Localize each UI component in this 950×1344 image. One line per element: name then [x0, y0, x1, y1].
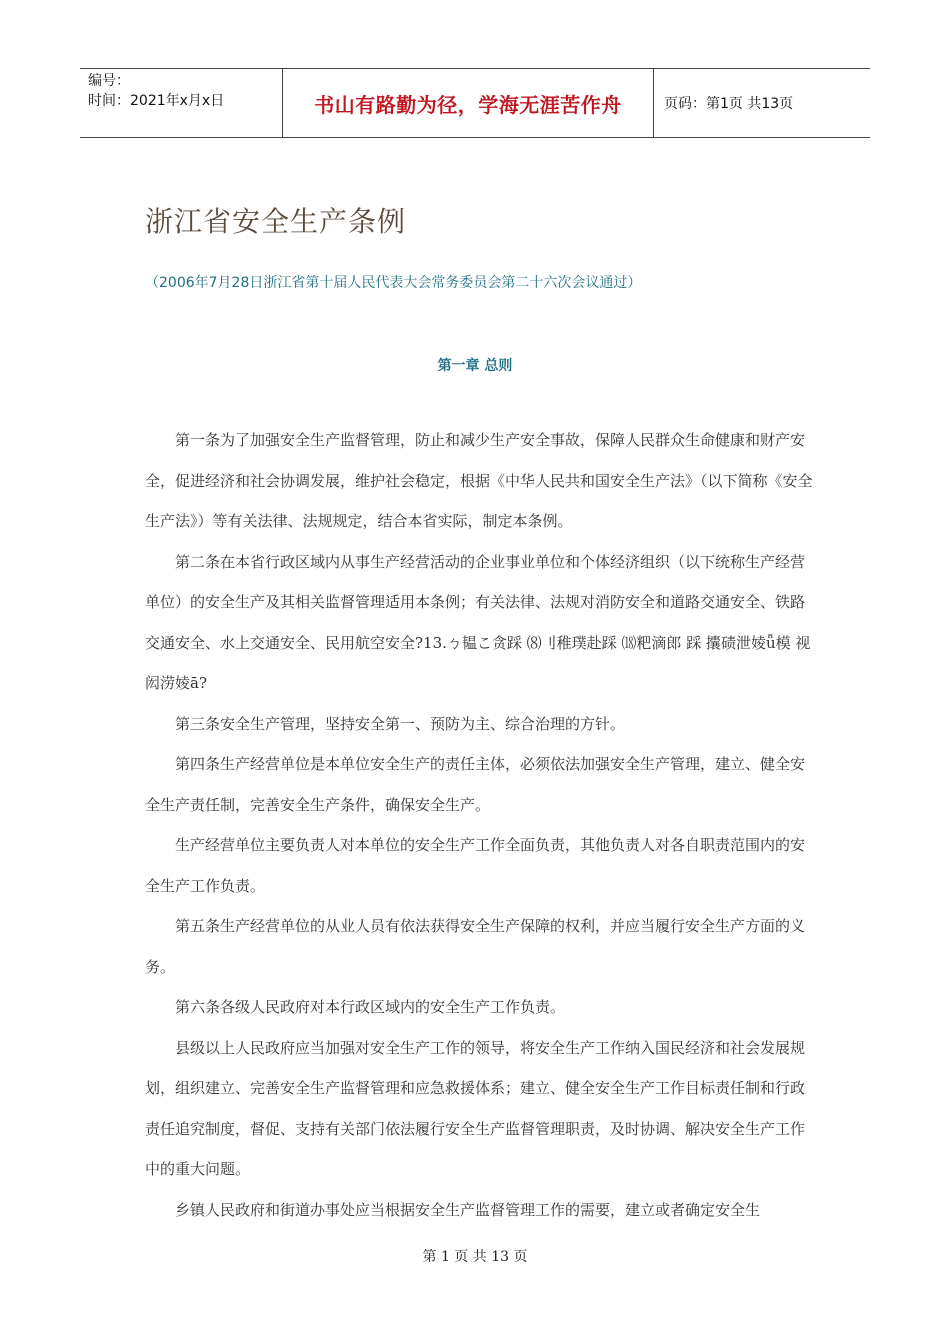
paragraph-article-2: 第二条在本省行政区域内从事生产经营活动的企业事业单位和个体经济组织（以下统称生产经营单位）的安全生产及其相关监督管理适用本条例；有关法律、法规对消防安全和道路交通安全、铁路交通安全、水上交通安全、民用航空安全?13.ㄅ韫こ贪踩 ⑻刂稚璞赴踩 ⒅粑滴郎 踩 攮碛泄婈ǖ模 视闳涝婈ā?: [145, 552, 811, 692]
header-motto-cell: [282, 69, 654, 137]
paragraph-article-6-sub2: 乡镇人民政府和街道办事处应当根据安全生产监督管理工作的需要，建立或者确定安全生: [175, 1200, 761, 1219]
document-body: [145, 420, 817, 1230]
paragraph-article-3: 第三条安全生产管理，坚持安全第一、预防为主、综合治理的方针。: [175, 714, 626, 733]
document-time-label: 时间：2021年x月x日: [88, 93, 225, 109]
paragraph-article-5: 第五条生产经营单位的从业人员有依法获得安全生产保障的权利，并应当履行安全生产方面的义务。: [145, 917, 806, 976]
document-subtitle: （2006年7月28日浙江省第十届人民代表大会常务委员会第二十六次会议通过）: [145, 275, 642, 291]
paragraph-article-1: 第一条为了加强安全生产监督管理，防止和减少生产安全事故，保障人民群众生命健康和财产安全，促进经济和社会协调发展，维护社会稳定，根据《中华人民共和国安全生产法》（以下简称《安全生产法》）等有关法律、法规规定，结合本省实际，制定本条例。: [145, 431, 813, 530]
header-page-info: 页码：第1页 共13页: [664, 96, 794, 112]
document-number-label: 编号：: [88, 73, 130, 89]
paragraph-article-6: 第六条各级人民政府对本行政区域内的安全生产工作负责。: [175, 998, 566, 1016]
header-page-cell: [654, 69, 870, 137]
paragraph-article-4-sub: 生产经营单位主要负责人对本单位的安全生产工作全面负责，其他负责人对各自职责范围内的安全生产工作负责。: [145, 836, 806, 895]
page-footer: 第 1 页 共 13 页: [422, 1249, 528, 1265]
header-table: [80, 68, 870, 138]
paragraph-article-6-sub1: 县级以上人民政府应当加强对安全生产工作的领导，将安全生产工作纳入国民经济和社会发展规划，组织建立、完善安全生产监督管理和应急救援体系；建立、健全安全生产工作目标责任制和行政责任追究制度，督促、支持有关部门依法履行安全生产监督管理职责，及时协调、解决安全生产工作中的重大问题。: [145, 1038, 806, 1178]
document-title: 浙江省安全生产条例: [145, 205, 407, 238]
header-left-cell: [80, 69, 282, 137]
header-motto: 书山有路勤为径，学海无涯苦作舟: [314, 92, 622, 117]
paragraph-article-4: 第四条生产经营单位是本单位安全生产的责任主体，必须依法加强安全生产管理，建立、健全安全生产责任制，完善安全生产条件，确保安全生产。: [145, 755, 806, 814]
chapter-heading: 第一章 总则: [437, 358, 513, 374]
